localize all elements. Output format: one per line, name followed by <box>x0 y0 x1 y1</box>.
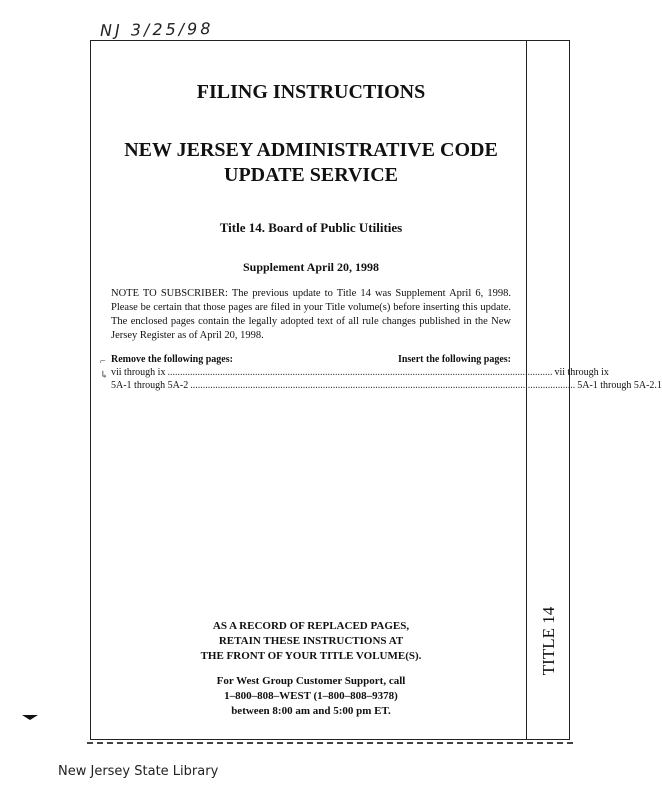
support-line: 1–800–808–WEST (1–800–808–9378) <box>224 690 398 702</box>
code-title-line-2: UPDATE SERVICE <box>224 164 398 186</box>
page-title: FILING INSTRUCTIONS <box>196 81 426 103</box>
title-tab <box>535 581 563 701</box>
insert-header: Insert the following pages: <box>397 354 511 365</box>
remove-pages: 5A-1 through 5A-2 <box>111 380 189 391</box>
support-line: For West Group Customer Support, call <box>216 675 406 687</box>
record-notice-line: AS A RECORD OF REPLACED PAGES, <box>212 620 410 632</box>
leader-dots: .......................................................................................................................................................... <box>167 367 553 378</box>
title-heading: Title 14. Board of Public Utilities <box>219 220 403 235</box>
list-item <box>111 366 609 379</box>
code-title <box>111 138 511 188</box>
insert-pages: 5A-1 through 5A-2.1 <box>577 380 662 391</box>
support-line: between 8:00 am and 5:00 pm ET. <box>231 705 391 717</box>
leader-dots: .......................................................................................................................................................... <box>190 380 576 391</box>
remove-header: Remove the following pages: <box>111 354 233 365</box>
title-tab-label: TITLE 14 <box>539 606 559 676</box>
document-page <box>90 40 662 740</box>
pen-check-icon: ⌐ <box>100 356 106 367</box>
remove-pages: vii through ix <box>111 367 166 378</box>
library-stamp: New Jersey State Library <box>58 764 219 779</box>
title-tab-strip <box>526 41 570 739</box>
subscriber-note: NOTE TO SUBSCRIBER: The previous update to Title 14 was Supplement April 6, 1998. Please be certain that those pages are filed in your Title volume(s) before inserting this update. The enclosed pages contain the legally adopted text of all rule changes published in the New Jersey Register as of April 20, 1998. <box>111 288 511 341</box>
handwritten-annotation: NJ 3/25/98 <box>99 19 214 40</box>
list-header <box>111 353 511 366</box>
document-content <box>111 41 662 717</box>
insert-pages: vii through ix <box>554 367 609 378</box>
page-instructions-list <box>111 353 662 392</box>
record-notice-block <box>111 619 511 719</box>
page-bottom-border <box>87 742 573 744</box>
code-title-line-1: NEW JERSEY ADMINISTRATIVE CODE <box>124 139 498 161</box>
record-notice-line: RETAIN THESE INSTRUCTIONS AT <box>218 635 404 647</box>
pen-check-icon: ↳ <box>100 370 109 381</box>
scan-mark-icon <box>22 715 38 720</box>
supplement-date: Supplement April 20, 1998 <box>242 260 380 274</box>
record-notice-line: THE FRONT OF YOUR TITLE VOLUME(S). <box>200 650 422 662</box>
list-item <box>111 379 662 392</box>
